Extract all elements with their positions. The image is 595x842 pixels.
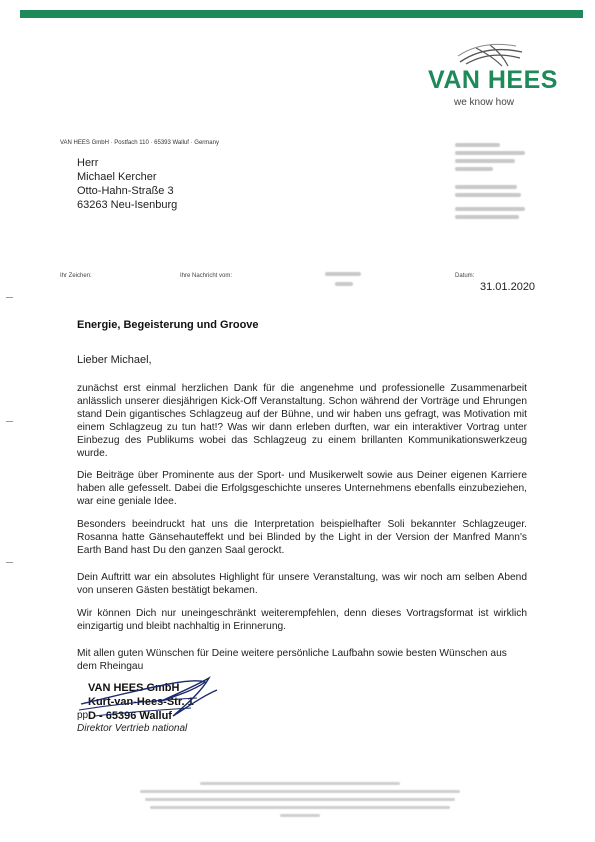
body-paragraph: Die Beiträge über Prominente aus der Sport- und Musikerwelt sowie aus Deiner eigenen Karriere haben alle gefesselt. Dabei die Erfolgsgeschichte unseres Unternehmens ebenfalls einzubeziehen, war eine geniale Idee. xyxy=(77,470,527,507)
date-label: Datum: xyxy=(455,273,475,279)
handwritten-signature-icon xyxy=(77,676,227,726)
body-paragraph: zunächst erst einmal herzlichen Dank für die angenehme und professionelle Zusammenarbeit anlässlich unserer diesjährigen Kick-Off Veranstaltung. Schon während der Vorträge und Ehrungen stand Dein gigantisches Schlagzeug auf der Bühne, und wir haben uns gefragt, was Motivation mit einem Schlagzeug zu tun hat!? Was wir dann erleben durften, war ein interaktiver Vortrag unter Einbezug des Publikums wobei das Schlagzeug zu einem brillanten Kommunikationswerkzeug wurde. xyxy=(77,383,527,459)
sender-address-line: VAN HEES GmbH · Postfach 110 · 65393 Walluf · Germany xyxy=(60,140,219,146)
stamp-city: D - 65396 Walluf xyxy=(88,710,172,722)
redacted-footer xyxy=(140,782,460,822)
top-brand-bar xyxy=(20,10,583,18)
recipient-line: Otto-Hahn-Straße 3 xyxy=(77,185,174,197)
body-paragraph: Besonders beeindruckt hat uns die Interpretation beispielhafter Soli bekannter Schlagzeuger. Rosanna hatte Gänsehauteffekt und bei Blinded by the Light in der Version der Manfred Mann's Earth Band hast Du den ganzen Saal gerockt. xyxy=(77,519,527,556)
recipient-line: Michael Kercher xyxy=(77,171,157,183)
letter-salutation: Lieber Michael, xyxy=(77,354,152,366)
recipient-line: 63263 Neu-Isenburg xyxy=(77,199,178,211)
fold-mark xyxy=(6,297,13,298)
letter-date: 31.01.2020 xyxy=(480,281,536,293)
recipient-line: Herr xyxy=(77,157,99,169)
redacted-reference xyxy=(325,272,361,290)
signer-title: Direktor Vertrieb national xyxy=(77,723,188,734)
body-paragraph: Dein Auftritt war ein absolutes Highlight für unsere Veranstaltung, was wir noch am selben Abend von unseren Gästen bestätigt bekamen. xyxy=(77,572,527,596)
fold-mark xyxy=(6,562,13,563)
company-logo xyxy=(420,42,560,112)
your-reference-label: Ihr Zeichen: xyxy=(60,273,92,279)
recipient-address xyxy=(77,156,177,212)
letter-subject: Energie, Begeisterung und Groove xyxy=(77,319,259,331)
fold-mark xyxy=(6,421,13,422)
body-paragraph: Wir können Dich nur uneingeschränkt weiterempfehlen, denn dieses Vortragsformat ist wirklich einzigartig und bleibt nachhaltig in Erinnerung. xyxy=(77,608,527,632)
globe-swoosh-icon xyxy=(456,42,526,68)
letter-closing: Mit allen guten Wünschen für Deine weitere persönliche Laufbahn sowie besten Wünschen aus dem Rheingau xyxy=(77,648,507,672)
brand-tagline: we know how xyxy=(454,97,515,108)
brand-name: VAN HEES xyxy=(428,66,558,94)
per-procura-mark: pp. xyxy=(77,710,91,721)
redacted-contact-block xyxy=(455,143,535,223)
your-message-label: Ihre Nachricht vom: xyxy=(180,273,233,279)
stamp-company: VAN HEES GmbH xyxy=(88,682,180,694)
stamp-street: Kurt-van-Hees-Str. 1 xyxy=(88,696,194,708)
